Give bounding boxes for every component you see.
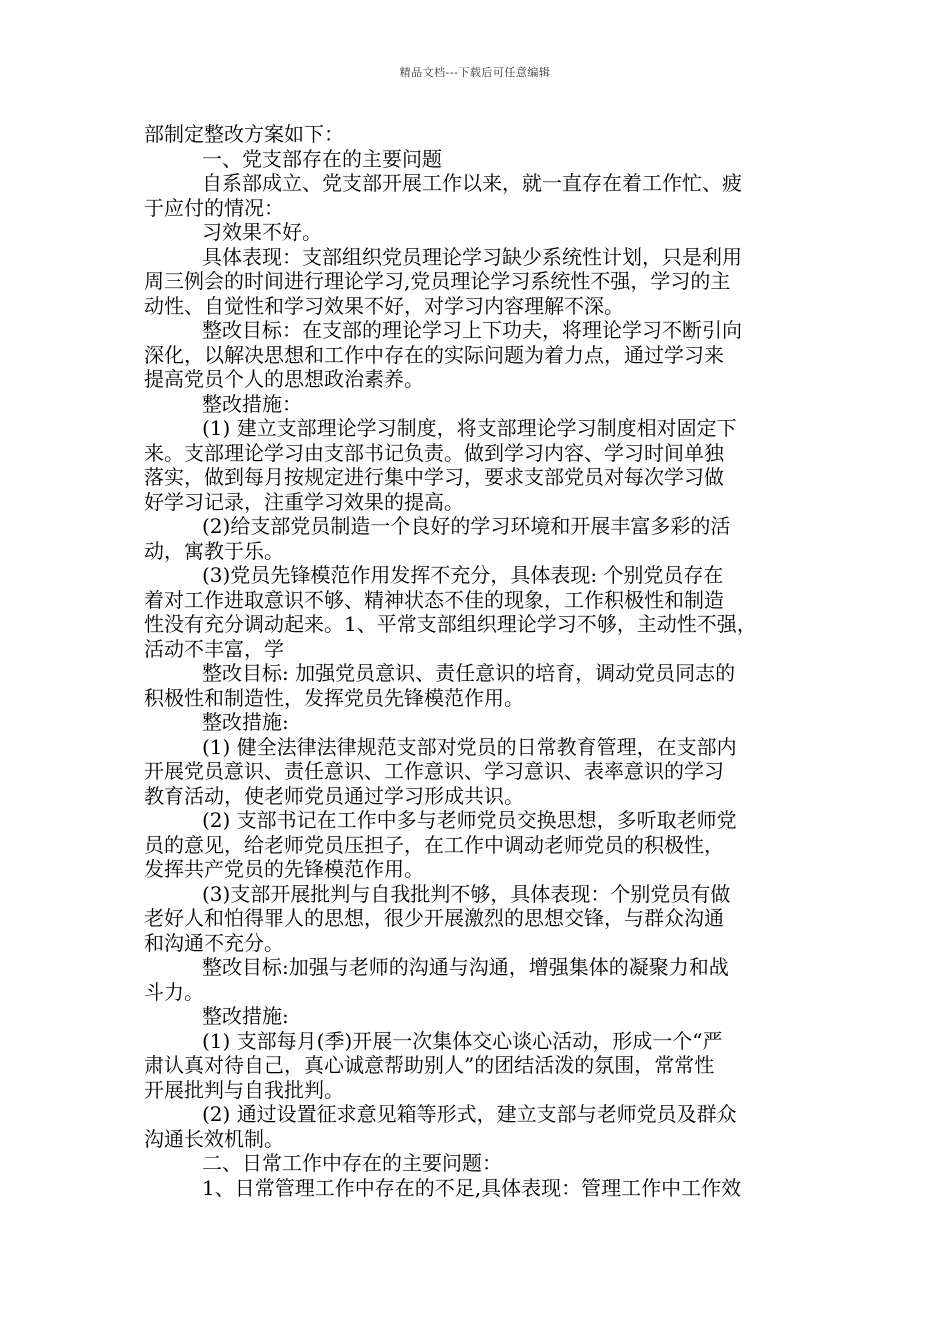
text-line: 性没有充分调动起来。1、平常支部组织理论学习不够，主动性不强， xyxy=(144,612,757,636)
text-line: 动，寓教于乐。 xyxy=(144,538,284,563)
text-line: 部制定整改方案如下： xyxy=(144,122,344,146)
text-line: 提高党员个人的思想政治素养。 xyxy=(144,367,424,391)
text-line: 动性、自觉性和学习效果不好，对学习内容理解不深。 xyxy=(144,293,624,318)
text-line: 发挥共产党员的先锋模范作用。 xyxy=(144,857,424,881)
text-line: 一、党支部存在的主要问题 xyxy=(202,146,442,171)
document-body xyxy=(144,122,810,1200)
text-line: (3)支部开展批判与自我批判不够，具体表现：个别党员有做 xyxy=(202,881,731,906)
text-line: 沟通长效机制。 xyxy=(144,1126,284,1151)
text-line: 整改措施: xyxy=(202,710,289,734)
text-line: 整改目标:加强与老师的沟通与沟通，增强集体的凝聚力和战 xyxy=(202,955,729,979)
text-line: (1) 建立支部理论学习制度，将支部理论学习制度相对固定下 xyxy=(202,416,737,440)
text-line: 周三例会的时间进行理论学习,党员理论学习系统性不强，学习的主 xyxy=(144,269,731,293)
text-line: (1) 支部每月(季)开展一次集体交心谈心活动，形成一个“严 xyxy=(202,1028,723,1053)
text-line: 1、日常管理工作中存在的不足,具体表现：管理工作中工作效 xyxy=(202,1175,742,1200)
text-line: 二、日常工作中存在的主要问题： xyxy=(202,1151,502,1175)
text-line: 深化，以解决思想和工作中存在的实际问题为着力点，通过学习来 xyxy=(144,342,724,367)
text-line: (1) 健全法律法律规范支部对党员的日常教育管理，在支部内 xyxy=(202,734,737,759)
text-line: 整改措施: xyxy=(202,1004,289,1028)
text-line: 开展党员意识、责任意识、工作意识、学习意识、表率意识的学习 xyxy=(144,759,724,783)
text-line: 和沟通不充分。 xyxy=(144,930,284,955)
text-line: 斗力。 xyxy=(144,979,204,1004)
text-line: 员的意见，给老师党员压担子，在工作中调动老师党员的积极性， xyxy=(144,832,724,857)
text-line: 落实，做到每月按规定进行集中学习，要求支部党员对每次学习做 xyxy=(144,465,724,489)
text-line: 着对工作进取意识不够、精神状态不佳的现象，工作积极性和制造 xyxy=(144,587,724,612)
page-header: 精品文档---下载后可任意编辑 xyxy=(399,66,551,79)
text-line: 活动不丰富，学 xyxy=(144,636,284,661)
text-line: 肃认真对待自己，真心诚意帮助别人”的团结活泼的氛围，常常性 xyxy=(144,1053,715,1077)
text-line: 于应付的情况： xyxy=(144,195,284,220)
text-line: (2)给支部党员制造一个良好的学习环境和开展丰富多彩的活 xyxy=(202,514,731,538)
text-line: 整改目标: 加强党员意识、责任意识的培育，调动党员同志的 xyxy=(202,661,736,685)
text-line: 习效果不好。 xyxy=(202,220,322,244)
text-line: (2) 支部书记在工作中多与老师党员交换思想，多听取老师党 xyxy=(202,808,737,832)
text-line: 积极性和制造性，发挥党员先锋模范作用。 xyxy=(144,685,524,710)
text-line: 开展批判与自我批判。 xyxy=(144,1077,344,1102)
text-line: (2) 通过设置征求意见箱等形式，建立支部与老师党员及群众 xyxy=(202,1102,737,1126)
text-line: 好学习记录，注重学习效果的提高。 xyxy=(144,489,464,514)
text-line: 整改目标：在支部的理论学习上下功夫，将理论学习不断引向 xyxy=(202,318,742,342)
text-line: 教育活动，使老师党员通过学习形成共识。 xyxy=(144,783,524,808)
text-line: 来。支部理论学习由支部书记负责。做到学习内容、学习时间单独 xyxy=(144,440,724,465)
text-line: (3)党员先锋模范作用发挥不充分，具体表现: 个别党员存在 xyxy=(202,563,724,587)
text-line: 具体表现：支部组织党员理论学习缺少系统性计划，只是利用 xyxy=(202,244,742,269)
text-line: 老好人和怕得罪人的思想，很少开展激烈的思想交锋，与群众沟通 xyxy=(144,906,724,930)
text-line: 自系部成立、党支部开展工作以来，就一直存在着工作忙、疲 xyxy=(202,171,742,195)
text-line: 整改措施： xyxy=(202,391,302,416)
